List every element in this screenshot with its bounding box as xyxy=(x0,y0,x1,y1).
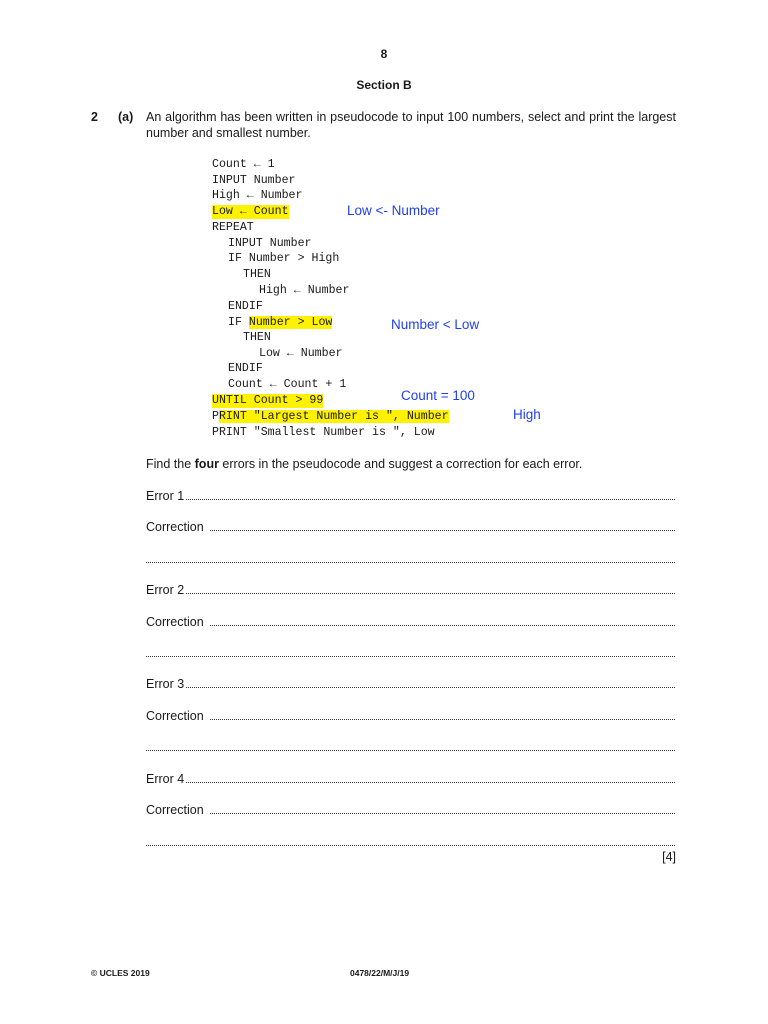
code-line: High ← Number xyxy=(212,189,303,202)
code-line: REPEAT xyxy=(212,221,254,234)
footer-copyright: © UCLES 2019 xyxy=(91,968,150,978)
code-fragment: IF xyxy=(228,316,249,329)
question-number: 2 xyxy=(91,110,98,124)
correction-2-label: Correction xyxy=(146,615,204,629)
correction-3-continuation-line[interactable] xyxy=(146,738,675,754)
code-line: THEN xyxy=(243,331,271,344)
code-line: Count ← Count + 1 xyxy=(228,378,347,391)
annotation-number-low: Number < Low xyxy=(391,317,480,332)
question-intro: An algorithm has been written in pseudocode to input 100 numbers, select and print the largest number and smallest number. xyxy=(146,110,676,140)
code-fragment-highlighted: Number > Low xyxy=(248,316,333,329)
error-1-line[interactable] xyxy=(146,487,675,503)
correction-1-line[interactable] xyxy=(146,518,675,534)
correction-4-label: Correction xyxy=(146,803,204,817)
code-fragment: P xyxy=(212,410,219,423)
correction-4-line[interactable] xyxy=(146,801,675,817)
error-2-line[interactable] xyxy=(146,581,675,597)
code-line-highlighted: UNTIL Count > 99 xyxy=(212,394,324,407)
code-fragment-highlighted: RINT "Largest Number is ", Number xyxy=(218,410,449,423)
code-line: High ← Number xyxy=(259,284,350,297)
correction-1-label: Correction xyxy=(146,520,204,534)
footer-paper-code: 0478/22/M/J/19 xyxy=(350,968,410,978)
code-line: Count ← 1 xyxy=(212,158,275,171)
marks-available: [4] xyxy=(662,850,676,864)
code-line: PRINT "Smallest Number is ", Low xyxy=(212,426,435,439)
code-line: ENDIF xyxy=(228,362,263,375)
correction-3-label: Correction xyxy=(146,709,204,723)
code-line-highlighted: Low ← Count xyxy=(212,205,289,218)
correction-2-continuation-line[interactable] xyxy=(146,644,675,660)
correction-3-line[interactable] xyxy=(146,707,675,723)
code-line: INPUT Number xyxy=(212,174,296,187)
code-line xyxy=(212,410,449,424)
section-title: Section B xyxy=(356,78,412,92)
instruction-text: Find the four errors in the pseudocode and suggest a correction for each error. xyxy=(146,457,583,471)
code-line xyxy=(228,316,332,330)
page-number: 8 xyxy=(380,47,388,61)
code-line: ENDIF xyxy=(228,300,263,313)
error-3-label: Error 3 xyxy=(146,677,185,691)
code-line: THEN xyxy=(243,268,271,281)
code-line: IF Number > High xyxy=(228,252,340,265)
correction-4-continuation-line[interactable] xyxy=(146,833,675,849)
annotation-high: High xyxy=(513,407,541,422)
error-3-line[interactable] xyxy=(146,675,675,691)
annotation-count: Count = 100 xyxy=(401,388,475,403)
error-4-line[interactable] xyxy=(146,770,675,786)
question-part: (a) xyxy=(118,110,134,124)
correction-1-continuation-line[interactable] xyxy=(146,550,675,566)
error-2-label: Error 2 xyxy=(146,583,185,597)
error-1-label: Error 1 xyxy=(146,489,185,503)
annotation-low: Low <- Number xyxy=(347,203,440,218)
error-4-label: Error 4 xyxy=(146,772,185,786)
code-line: INPUT Number xyxy=(228,237,312,250)
code-line: Low ← Number xyxy=(259,347,343,360)
correction-2-line[interactable] xyxy=(146,613,675,629)
